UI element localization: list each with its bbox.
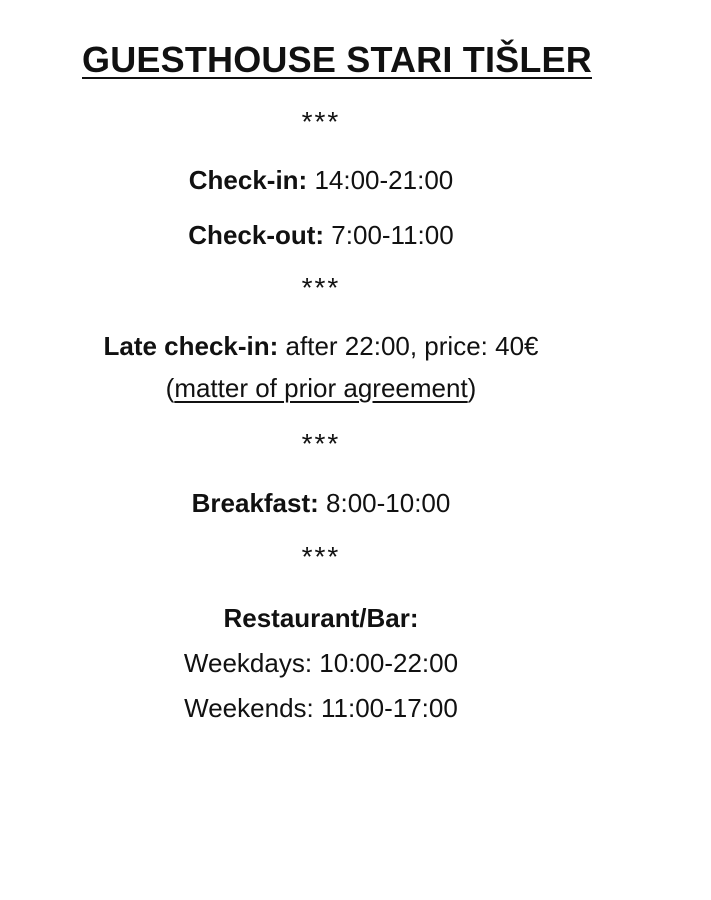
separator-1: *** [301, 106, 341, 137]
breakfast-label: Breakfast: [191, 488, 319, 518]
separator-4: *** [301, 541, 341, 572]
breakfast-value: 8:00-10:00 [326, 488, 451, 518]
checkout-line [0, 222, 642, 248]
late-checkin-line [0, 333, 642, 359]
late-checkin-note-line [0, 375, 642, 401]
note-open-paren: ( [165, 373, 175, 403]
checkin-line [0, 167, 642, 193]
breakfast-line [0, 490, 642, 516]
restaurant-label: Restaurant/Bar: [223, 603, 419, 633]
restaurant-weekends: Weekends: 11:00-17:00 [184, 693, 458, 723]
late-checkin-value: after 22:00, price: 40€ [285, 331, 539, 361]
late-checkin-label: Late check-in: [103, 331, 279, 361]
checkout-label: Check-out: [188, 220, 325, 250]
separator-2: *** [301, 272, 341, 303]
checkout-value: 7:00-11:00 [331, 220, 454, 250]
checkin-value: 14:00-21:00 [314, 165, 454, 195]
note-close-paren: ) [467, 373, 477, 403]
late-checkin-note: matter of prior agreement [174, 373, 468, 403]
separator-3: *** [301, 428, 341, 459]
restaurant-weekdays: Weekdays: 10:00-22:00 [183, 648, 459, 678]
document-title: GUESTHOUSE STARI TIŠLER [82, 39, 592, 80]
checkin-label: Check-in: [188, 165, 308, 195]
